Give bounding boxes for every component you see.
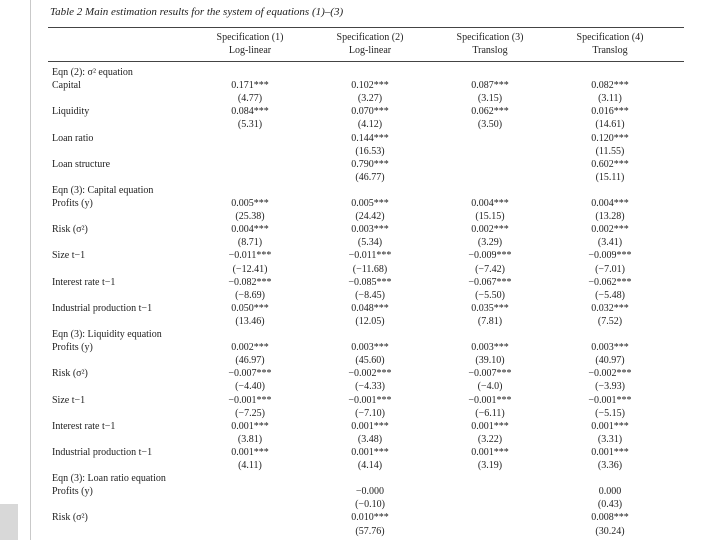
table-cell: −0.001*** [348,394,392,406]
table-row [0,171,720,184]
table-cell: 0.102*** [351,80,389,92]
column-header-3 [430,31,550,57]
table-cell: (3.15) [477,93,503,105]
table-row [0,367,720,380]
table-row [0,184,720,197]
table-cell: −0.007*** [228,368,272,380]
row-label: Loan structure [52,158,111,170]
table-row [0,263,720,276]
table-row [0,105,720,118]
row-label: Capital [52,80,81,92]
table-cell: (−6.11) [475,407,505,419]
table-row [0,249,720,262]
table-cell: 0.004*** [471,198,509,209]
table-row [0,485,720,498]
table-cell: −0.002*** [348,368,392,380]
table-cell: 0.001*** [471,446,509,458]
table-cell: 0.001*** [471,420,509,432]
row-label: Profits (y) [52,486,93,498]
table-cell: 0.003*** [351,342,389,354]
table-cell: 0.032*** [591,302,629,314]
table-cell: (12.05) [355,315,385,327]
table-row [0,276,720,289]
table-cell: (40.97) [595,355,625,367]
table-cell: (15.11) [595,171,625,183]
table-cell: 0.144*** [351,132,389,144]
table-row [0,420,720,433]
column-subtitle: Translog [592,45,628,56]
table-cell: (3.48) [357,433,383,445]
table-header-row [0,31,720,57]
table-cell: (3.31) [597,433,623,445]
table-cell: 0.084*** [231,106,269,118]
table-row [0,459,720,472]
table-cell: (45.60) [355,355,385,367]
table-cell: 0.790*** [351,158,389,170]
table-row [0,118,720,131]
table-cell: −0.001*** [228,394,272,406]
table-cell: (−5.15) [595,407,625,419]
table-cell: 0.005*** [351,198,389,209]
table-cell: (−0.10) [355,499,385,511]
table-cell: (4.77) [237,93,263,105]
table-cell: (13.46) [235,315,265,327]
table-cell: (24.42) [355,211,385,223]
table-cell: −0.082*** [228,276,272,288]
table-row [0,380,720,393]
table-cell: −0.009*** [468,250,512,262]
table-cell: −0.062*** [588,276,632,288]
table-cell: (8.71) [237,237,263,249]
table-row [0,394,720,407]
table-cell: (−4.40) [235,381,265,393]
table-cell: (3.27) [357,93,383,105]
table-cell: −0.085*** [348,276,392,288]
table-cell: (3.11) [598,93,622,105]
column-header-1 [190,31,310,57]
table-cell: 0.001*** [231,446,269,458]
table-row [0,433,720,446]
table-cell: (−8.69) [235,289,265,301]
column-title: Specification (3) [456,32,524,43]
table-cell: 0.062*** [471,106,509,118]
table-cell: 0.070*** [351,106,389,118]
table-cell: 0.016*** [591,106,629,118]
table-cell: (16.53) [355,145,385,157]
table-cell: −0.000 [355,486,385,498]
table-cell: −0.009*** [588,250,632,262]
table-cell: −0.001*** [588,394,632,406]
row-label: Eqn (3): Loan ratio equation [52,473,166,485]
table-row [0,525,720,538]
table-cell: 0.120*** [591,132,629,144]
table-cell: (3.36) [597,460,623,471]
table-cell: 0.004*** [231,224,269,236]
table-cell: 0.001*** [351,446,389,458]
column-title: Specification (2) [336,32,404,43]
table-cell: (15.15) [475,211,505,223]
table-cell: −0.011*** [228,250,272,262]
table-cell: (46.97) [235,355,265,367]
column-title: Specification (4) [576,32,644,43]
table-cell: (39.10) [475,355,505,367]
column-header-2 [310,31,430,57]
table-cell: 0.048*** [351,302,389,314]
row-label: Interest rate t−1 [52,420,116,432]
table-cell: 0.050*** [231,302,269,314]
table-row [0,158,720,171]
row-label: Industrial production t−1 [52,302,153,314]
table-cell: (−4.0) [477,381,503,393]
table-cell: (3.19) [477,460,503,471]
table-cell: (5.31) [237,119,263,131]
table-cell: 0.003*** [591,342,629,354]
table-row [0,354,720,367]
table-row [0,289,720,302]
table-cell: 0.002*** [471,224,509,236]
table-cell: 0.002*** [591,224,629,236]
table-cell: 0.002*** [231,342,269,354]
table-cell: (−12.41) [232,263,268,275]
table-row [0,498,720,511]
row-label: Liquidity [52,106,90,118]
table-row [0,328,720,341]
table-cell: (14.61) [595,119,625,131]
table-row [0,315,720,328]
table-cell: (4.14) [357,460,383,471]
table-cell: 0.003*** [351,224,389,236]
table-cell: (11.55) [595,145,625,157]
table-cell: (13.28) [595,211,625,223]
table-row [0,132,720,145]
table-cell: −0.001*** [468,394,512,406]
table-cell: 0.000 [598,486,622,498]
row-label: Eqn (3): Liquidity equation [52,329,162,340]
table-cell: (−11.68) [352,263,388,275]
row-label: Eqn (3): Capital equation [52,184,154,196]
table-caption: Table 2 Main estimation results for the system of equations (1)–(3) [50,6,344,18]
row-label: Profits (y) [52,342,93,354]
table-row [0,145,720,158]
row-label: Risk (σ²) [52,368,88,380]
table-row [0,511,720,524]
table-row [0,472,720,485]
table-cell: (7.81) [477,315,503,327]
row-label: Profits (y) [52,198,93,209]
table-cell: 0.010*** [351,512,389,524]
table-cell: 0.001*** [591,420,629,432]
table-row [0,210,720,223]
column-header-4 [550,31,670,57]
table-cell: (3.22) [477,433,503,445]
row-label: Risk (σ²) [52,224,88,236]
table-cell: −0.002*** [588,368,632,380]
table-cell: (7.52) [597,315,623,327]
column-subtitle: Log-linear [228,45,272,56]
table-cell: 0.003*** [471,342,509,354]
table-cell: (3.50) [477,119,503,131]
table-row [0,223,720,236]
table-cell: (3.41) [597,237,623,249]
table-row [0,341,720,354]
table-row [0,92,720,105]
row-label: Loan ratio [52,132,94,144]
table-cell: (−5.50) [475,289,505,301]
table-cell: (4.11) [238,460,262,471]
table-row [0,446,720,459]
table-row [0,197,720,210]
table-cell: (−5.48) [595,289,625,301]
table-cell: (46.77) [355,171,385,183]
table-cell: (5.34) [357,237,383,249]
row-label: Interest rate t−1 [52,276,116,288]
table-cell: −0.067*** [468,276,512,288]
table-cell: 0.008*** [591,512,629,524]
table-row [0,236,720,249]
table-row [0,66,720,79]
table-cell: 0.001*** [591,446,629,458]
table-cell: (0.43) [597,499,623,511]
row-label: Eqn (2): σ² equation [52,67,133,78]
row-label: Industrial production t−1 [52,446,153,458]
table-cell: (57.76) [355,525,385,537]
table-row [0,302,720,315]
table-row [0,79,720,92]
table-cell: (3.81) [237,433,263,445]
table-cell: 0.001*** [231,420,269,432]
table-cell: 0.035*** [471,302,509,314]
table-cell: 0.001*** [351,420,389,432]
table-cell: (−7.01) [595,263,625,275]
table-cell: (−3.93) [595,381,625,393]
table-cell: −0.011*** [348,250,392,262]
table-cell: 0.004*** [591,198,629,209]
table-cell: (25.38) [235,211,265,223]
table-cell: −0.007*** [468,368,512,380]
table-cell: (−7.42) [475,263,505,275]
column-subtitle: Translog [472,45,508,56]
table-cell: (−7.10) [355,407,385,419]
table-row [0,407,720,420]
table-cell: 0.082*** [591,80,629,92]
table-cell: (−7.25) [235,407,265,419]
row-label: Size t−1 [52,250,86,262]
table-cell: (3.29) [477,237,503,249]
table-cell: (−4.33) [355,381,385,393]
table-cell: (4.12) [357,119,383,131]
table-cell: 0.171*** [231,80,269,92]
table-cell: (−8.45) [355,289,385,301]
column-subtitle: Log-linear [348,45,392,56]
column-title: Specification (1) [216,32,284,43]
row-label: Size t−1 [52,394,86,406]
table-cell: 0.005*** [231,198,269,209]
table-cell: 0.087*** [471,80,509,92]
table-cell: 0.602*** [591,158,629,170]
table-cell: (30.24) [595,525,625,537]
row-label: Risk (σ²) [52,512,88,524]
